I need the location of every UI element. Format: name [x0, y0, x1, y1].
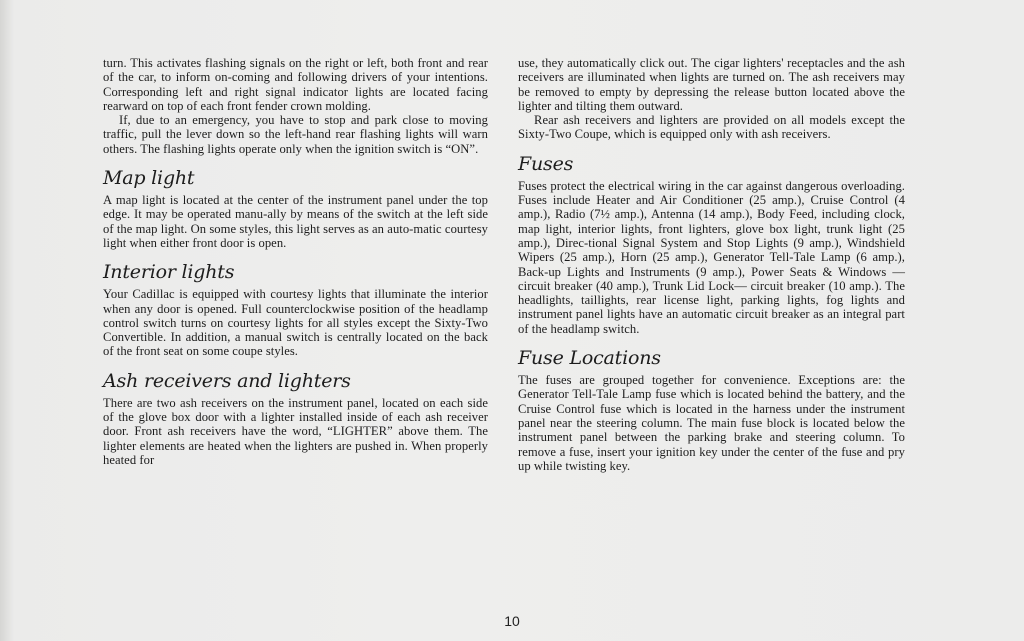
page-number: 10 — [504, 613, 520, 629]
interior-lights-paragraph: Your Cadillac is equipped with courtesy lights that illuminate the interior when any door is opened. Full counterclockwise position of the headlamp control switch turns on courtesy lights for all styles except the Sixty-Two Convertible. In addition, a manual switch is centrally located on the back of the front seat on some coupe styles. — [103, 287, 488, 359]
turn-signal-paragraph: turn. This activates flashing signals on the right or left, both front and rear of the car, to inform on-coming and following drivers of your intentions. Corresponding left and right signal indicator lights are located facing rearward on top of each front fender crown molding. — [103, 56, 488, 113]
fuse-locations-heading: Fuse Locations — [518, 347, 661, 370]
ash-receivers-heading: Ash receivers and lighters — [103, 369, 351, 392]
interior-lights-heading: Interior lights — [103, 261, 235, 284]
fuses-paragraph: Fuses protect the electrical wiring in the car against dangerous overloading. Fuses include Heater and Air Conditioner (25 amp.), Cruise Control (4 amp.), Radio (7½ amp.), Antenna (14 amp.), Body Feed, including clock, map light, interior lights, front lighters, glove box light, trunk light (25 amp.), Direc-tional Signal System and Stop Lights (9 amp.), Windshield Wipers (25 amp.), Horn (25 amp.), Generator Tell-Tale Lamp (6 amp.), Back-up Lights and Instruments (9 amp.), Power Seats & Windows —circuit breaker (40 amp.), Trunk Lid Lock— circuit breaker (10 amp.). The headlights, taillights, rear license light, parking lights, fog lights and instrument panel lights have an automatic circuit breaker as an integral part of the headlamp switch. — [518, 178, 905, 336]
right-column — [518, 56, 905, 473]
map-light-heading: Map light — [103, 167, 195, 190]
left-column — [103, 56, 488, 467]
emergency-flasher-paragraph: If, due to an emergency, you have to stop and park close to moving traffic, pull the lever down so the left-hand rear flashing lights will warn others. The flashing lights operate only when the ignition switch is “ON”. — [103, 113, 488, 156]
page-spine-shadow — [0, 0, 14, 641]
fuse-locations-paragraph: The fuses are grouped together for convenience. Exceptions are: the Generator Tell-Tale Lamp fuse which is located behind the battery, and the Cruise Control fuse which is located in the harness under the instrument panel near the steering column. The main fuse block is located below the instrument panel between the parking brake and steering column. To remove a fuse, insert your ignition key under the center of the fuse and pry up while twisting key. — [518, 373, 905, 473]
lighters-continued-paragraph: use, they automatically click out. The cigar lighters' receptacles and the ash receivers are illuminated when lights are turned on. The ash receivers may be removed to empty by depressing the release button located above the lighter and tilting them outward. — [518, 56, 905, 113]
rear-ash-receivers-paragraph: Rear ash receivers and lighters are provided on all models except the Sixty-Two Coupe, which is equipped only with ash receivers. — [518, 113, 905, 142]
ash-receivers-paragraph: There are two ash receivers on the instrument panel, located on each side of the glove box door with a lighter installed inside of each ash receiver door. Front ash receivers have the word, “LIGHTER” above them. The lighter elements are heated when the lighters are pushed in. When properly heated for — [103, 395, 488, 467]
map-light-paragraph: A map light is located at the center of the instrument panel under the top edge. It may be operated manu-ally by means of the switch at the left side of the map light. On some styles, this light serves as an auto-matic courtesy light when either front door is open. — [103, 193, 488, 250]
fuses-heading: Fuses — [518, 152, 574, 175]
